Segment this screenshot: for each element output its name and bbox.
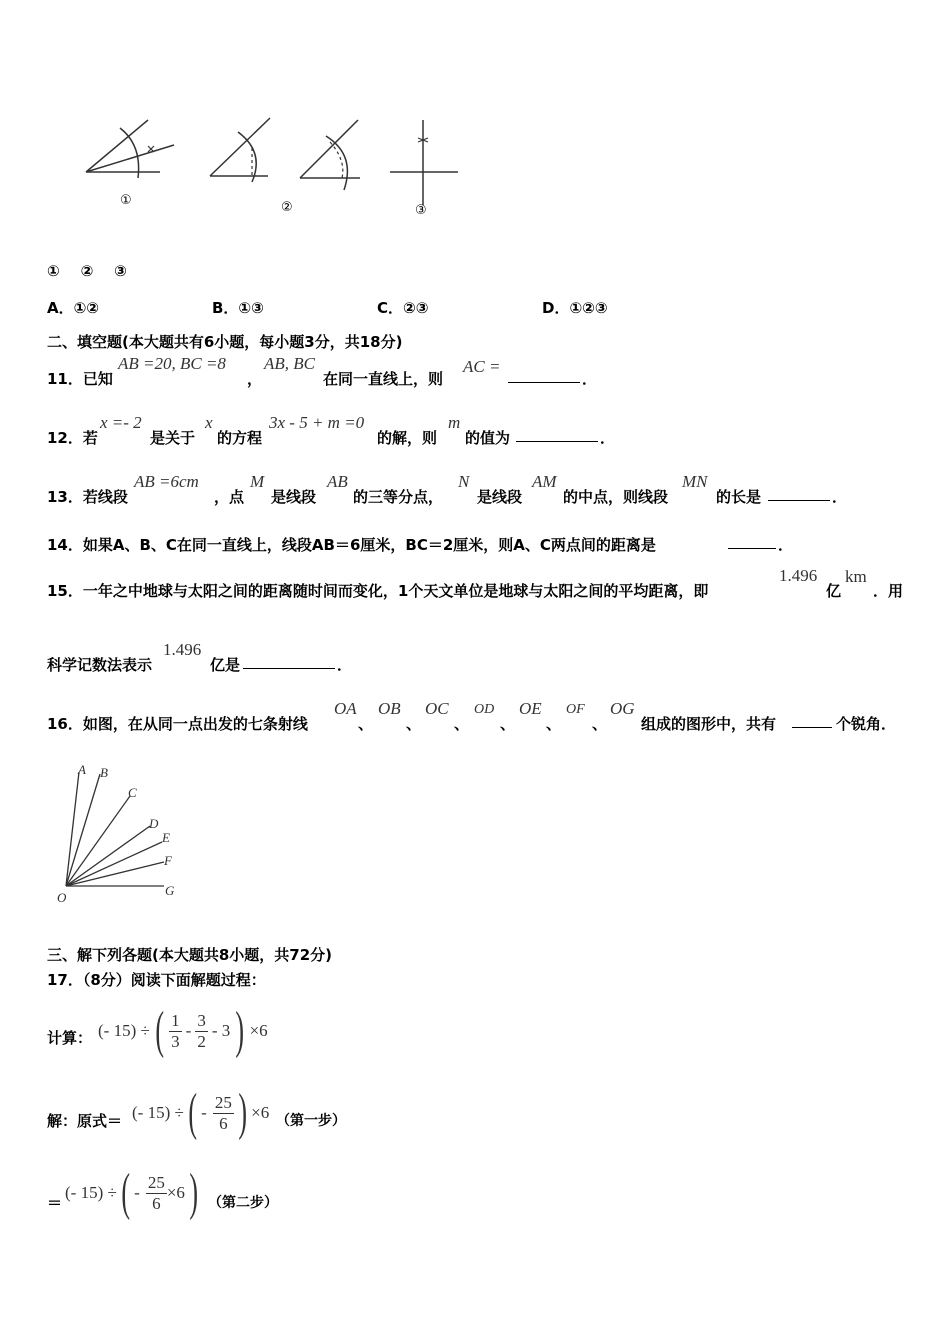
q15-text-3: ．用	[873, 582, 904, 600]
q13-text-4: 的三等分点，	[353, 488, 444, 506]
label-d: D	[149, 816, 159, 831]
q12-text-1: 12．若	[47, 429, 98, 447]
q12-answer-blank[interactable]	[516, 427, 598, 442]
q15-text-4: 科学记数法表示	[47, 656, 153, 674]
q17-calc-label: 计算：	[47, 1029, 93, 1047]
q15-math-1: 1.496	[779, 566, 818, 585]
q17-step2-note: （第二步）	[208, 1195, 278, 1211]
q16-ray-og: OG	[610, 699, 635, 718]
q13-math-5: AM	[532, 472, 557, 491]
q16-sep-3: 、	[454, 715, 470, 733]
label-e: E	[162, 830, 170, 845]
q16-sep-6: 、	[592, 715, 608, 733]
q11-text-4: ．	[582, 370, 598, 388]
q11-text-1: 11．已知	[47, 370, 113, 388]
q13-math-4: N	[458, 472, 470, 491]
q17-step1-label: 解：原式＝	[47, 1112, 123, 1130]
left-paren: (	[121, 1164, 130, 1221]
construction-figure-3	[300, 120, 360, 190]
q17-step1-expression: (- 15) ÷ ( - $\frac{25}{6}$ ) ×6	[132, 1084, 270, 1141]
construction-figure-2	[210, 118, 270, 182]
q16-text-3: 个锐角．	[836, 715, 897, 733]
ray-ob	[66, 774, 100, 886]
q16-sep-2: 、	[406, 715, 422, 733]
section2-heading: 二、填空题(本大题共有6小题，每小题3分，共18分)	[47, 333, 403, 351]
q13-math-1: AB =6cm	[134, 472, 199, 491]
q13-text-8: ．	[832, 488, 848, 506]
q11-text-2: ，	[247, 370, 263, 388]
q16-text-1: 16．如图，在从同一点出发的七条射线	[47, 715, 308, 733]
q15-text-6: ．	[337, 656, 353, 674]
q13-text-5: 是线段	[477, 488, 523, 506]
label-a: A	[78, 762, 86, 777]
ray-oa	[66, 772, 79, 886]
q12-math-2: x	[205, 413, 213, 432]
figure-label-2: ②	[281, 200, 293, 215]
q11-text-3: 在同一直线上，则	[323, 370, 444, 388]
q10-option-b: B．①③	[212, 299, 264, 317]
q12-text-3: 的方程	[217, 429, 263, 447]
q13-text-3: 是线段	[271, 488, 317, 506]
q12-text-5: 的值为	[465, 429, 511, 447]
q12-text-6: ．	[600, 429, 616, 447]
q16-ray-of: OF	[566, 702, 585, 717]
q15-math-2: km	[845, 567, 867, 586]
q16-ray-oe: OE	[519, 699, 542, 718]
left-paren: (	[155, 1002, 164, 1059]
q13-math-3: AB	[327, 472, 348, 491]
label-f: F	[164, 853, 172, 868]
q15-text-1: 15．一年之中地球与太阳之间的距离随时间而变化，1个天文单位是地球与太阳之间的平均距离，即	[47, 582, 709, 600]
q14-end: ．	[778, 536, 794, 554]
q16-ray-ob: OB	[378, 699, 401, 718]
q13-answer-blank[interactable]	[768, 486, 830, 501]
q10-option-a: A．①②	[47, 299, 100, 317]
fraction-1-3: $\frac{1}{3}$	[171, 1010, 180, 1051]
fraction-25-6: $\frac{25}{6}$	[214, 1092, 232, 1133]
q15-text-5: 亿是	[210, 656, 241, 674]
q15-math-3: 1.496	[163, 640, 202, 659]
right-paren: )	[189, 1164, 198, 1221]
q16-sep-5: 、	[546, 715, 562, 733]
q16-ray-oc: OC	[425, 699, 449, 718]
q10-option-c: C．②③	[377, 299, 429, 317]
q15-answer-blank[interactable]	[243, 654, 335, 669]
q13-text-2: ，点	[214, 488, 245, 506]
q17-step2-label: ＝	[47, 1194, 63, 1212]
ray-od	[66, 826, 150, 886]
q13-text-7: 的长是	[716, 488, 762, 506]
label-o: O	[57, 890, 67, 905]
figure-label-3: ③	[415, 203, 427, 218]
q15-text-2: 亿	[826, 582, 842, 600]
label-g: G	[165, 883, 175, 898]
label-c: C	[128, 785, 137, 800]
q12-text-2: 是关于	[150, 429, 196, 447]
q16-sep-1: 、	[358, 715, 374, 733]
q11-math-2: AB, BC	[264, 354, 315, 373]
q17-step1-note: （第一步）	[276, 1113, 346, 1129]
section3-heading: 三、解下列各题(本大题共8小题，共72分)	[47, 946, 333, 964]
construction-figure-1	[86, 120, 174, 178]
construction-figure-4	[390, 120, 458, 205]
q12-text-4: 的解，则	[377, 429, 438, 447]
q16-sep-4: 、	[500, 715, 516, 733]
q17-step2-expression: (- 15) ÷ ( - $\frac{25}{6}$ ×6 )	[65, 1164, 198, 1221]
q14-answer-blank[interactable]	[728, 534, 776, 549]
q13-math-2: M	[250, 472, 265, 491]
q13-text-1: 13．若线段	[47, 488, 128, 506]
right-paren: )	[238, 1084, 247, 1141]
q16-answer-blank[interactable]	[792, 713, 832, 728]
fraction-3-2: $\frac{3}{2}$	[197, 1010, 206, 1051]
figure-label-1: ①	[120, 193, 132, 208]
q12-math-3: 3x - 5 + m =0	[269, 413, 365, 432]
q11-answer-blank[interactable]	[508, 368, 580, 383]
q17-title: 17．（8分）阅读下面解题过程：	[47, 971, 266, 989]
q12-math-1: x =- 2	[100, 413, 142, 432]
q16-text-2: 组成的图形中，共有	[641, 715, 777, 733]
right-paren: )	[235, 1002, 245, 1059]
q17-calc-expression: (- 15) ÷ ( $\frac{1}{3}$ - $\frac{3}{2}$ - 3 ) ×6	[98, 1002, 268, 1059]
q11-math-3: AC =	[463, 357, 501, 376]
q12-math-4: m	[448, 413, 461, 432]
left-paren: (	[188, 1084, 197, 1141]
q10-option-d: D．①②③	[542, 299, 608, 317]
ray-oe	[66, 842, 162, 886]
q10-list: ① ② ③	[47, 262, 127, 280]
q16-ray-od: OD	[474, 702, 495, 717]
q16-ray-oa: OA	[334, 699, 357, 718]
q13-text-6: 的中点，则线段	[563, 488, 669, 506]
q14-text: 14．如果A、B、C在同一直线上，线段AB＝6厘米，BC＝2厘米，则A、C两点间的距离是	[47, 536, 656, 554]
label-b: B	[100, 765, 108, 780]
fraction-25-6: $\frac{25}{6}$	[147, 1172, 165, 1213]
q16-rays-figure	[52, 760, 192, 910]
q11-math-1: AB =20, BC =8	[118, 354, 226, 373]
q13-math-6: MN	[682, 472, 708, 491]
